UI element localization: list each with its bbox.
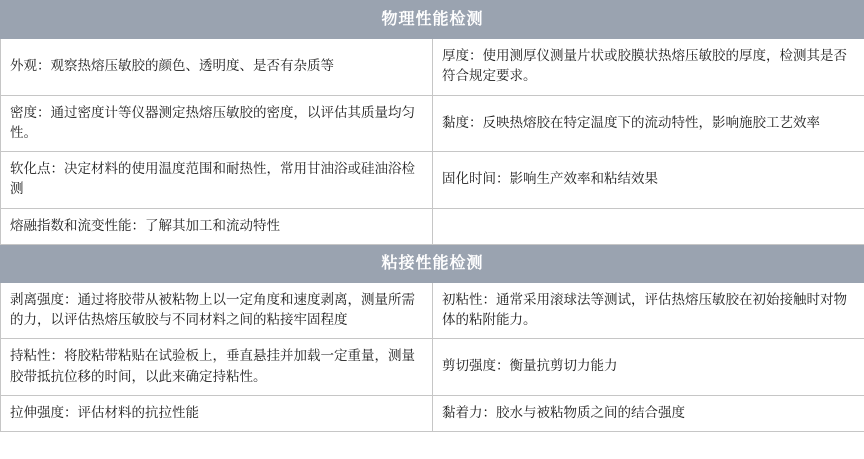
cell-text: 厚度：使用测厚仪测量片状或胶膜状热熔压敏胶的厚度，检测其是否符合规定要求。 (442, 48, 847, 85)
table-cell (1, 395, 433, 431)
cell-text: 外观：观察热熔压敏胶的颜色、透明度、是否有杂质等 (10, 58, 334, 75)
table-cell (1, 339, 433, 396)
cell-text: 持粘性：将胶粘带粘贴在试验板上，垂直悬挂并加载一定重量，测量胶带抵抗位移的时间，以此来确定持粘性。 (10, 348, 415, 385)
table-row (1, 39, 864, 96)
table-cell (433, 339, 864, 396)
table-cell (1, 95, 433, 152)
table-cell (433, 208, 864, 244)
table-cell (433, 282, 864, 339)
table-row (1, 339, 864, 396)
table-row (1, 208, 864, 244)
table-row (1, 95, 864, 152)
cell-text: 熔融指数和流变性能：了解其加工和流动特性 (10, 217, 280, 234)
table-cell (433, 39, 864, 96)
section-title: 粘接性能检测 (1, 244, 864, 282)
cell-text: 初粘性：通常采用滚球法等测试，评估热熔压敏胶在初始接触时对物体的粘附能力。 (442, 291, 847, 328)
cell-text: 软化点：决定材料的使用温度范围和耐热性，常用甘油浴或硅油浴检测 (10, 161, 415, 198)
cell-text: 剥离强度：通过将胶带从被粘物上以一定角度和速度剥离，测量所需的力，以评估热熔压敏胶与不同材料之间的粘接牢固程度 (10, 291, 415, 328)
section-header-adhesion (1, 244, 864, 282)
cell-text: 拉伸强度：评估材料的抗拉性能 (10, 404, 199, 421)
cell-text: 密度：通过密度计等仪器测定热熔压敏胶的密度，以评估其质量均匀性。 (10, 104, 415, 141)
table-cell (1, 152, 433, 209)
table-cell (1, 39, 433, 96)
cell-text: 固化时间：影响生产效率和粘结效果 (442, 171, 658, 188)
table-cell (1, 282, 433, 339)
cell-text: 剪切强度：衡量抗剪切力能力 (442, 358, 618, 375)
table-cell (433, 95, 864, 152)
cell-text: 黏度：反映热熔胶在特定温度下的流动特性，影响施胶工艺效率 (442, 114, 820, 131)
section-title: 物理性能检测 (1, 1, 864, 39)
table-cell (433, 152, 864, 209)
table-row (1, 152, 864, 209)
section-header-physical (1, 1, 864, 39)
table-row (1, 395, 864, 431)
table-cell (433, 395, 864, 431)
cell-text: 黏着力：胶水与被粘物质之间的结合强度 (442, 404, 685, 421)
table-cell (1, 208, 433, 244)
table-row (1, 282, 864, 339)
